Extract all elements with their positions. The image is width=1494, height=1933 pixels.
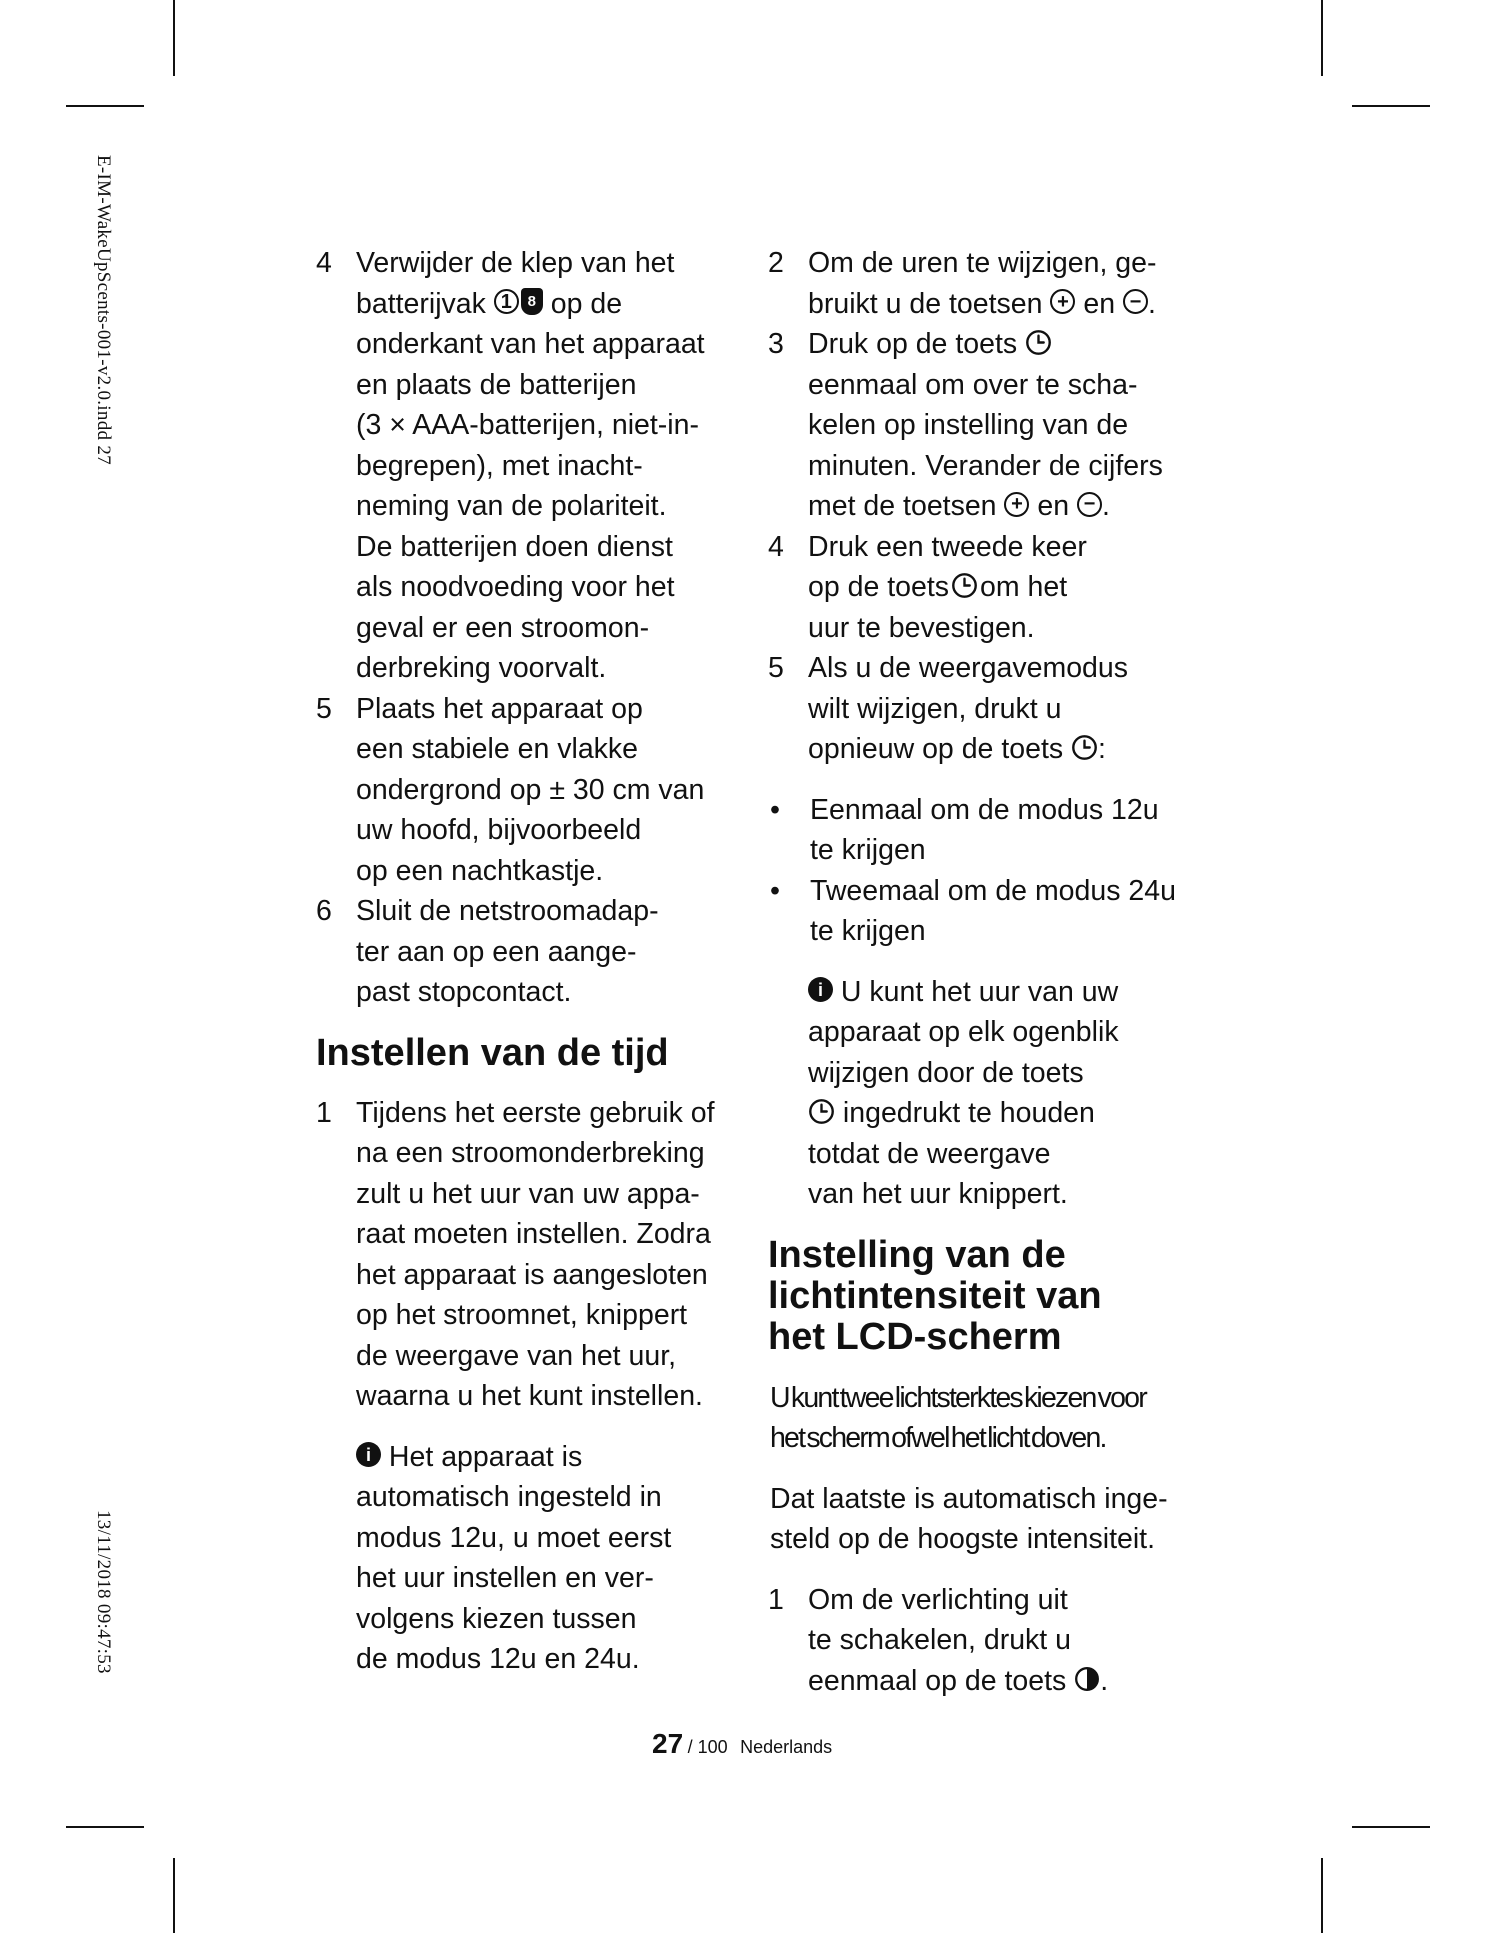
text-line: het apparaat is aangesloten [356,1258,708,1291]
text-line: Eenmaal om de modus 12u [810,793,1159,826]
text-segment: ingedrukt te houden [842,1097,1095,1129]
bullet-mark: • [770,874,780,907]
text-line: op een nachtkastje. [356,854,604,887]
text-line: te krijgen [810,834,926,866]
text-line [808,284,1208,325]
callout-number-1-icon: 1 [494,289,519,314]
text-line [808,567,1208,608]
text-line: uw hoofd, bijvoorbeeld [356,814,642,846]
step-number: 1 [768,1583,784,1616]
text-line [808,729,1208,770]
text-line [356,284,736,325]
step-1-lights-off [768,1580,1208,1702]
clock-icon [1071,734,1098,761]
text-line: Plaats het apparaat op [356,692,643,725]
brightness-icon [1074,1666,1100,1692]
crop-mark-bottom-left-vertical [173,1858,175,1933]
step-number: 6 [316,895,332,927]
slug-timestamp: 13/11/2018 09:47:53 [93,1510,114,1674]
text-line: Om de uren te wijzigen, ge- [808,247,1157,279]
text-line: De batterijen doen dienst [356,530,673,563]
crop-mark-top-left-vertical [173,0,175,76]
crop-mark-top-right-horizontal [1352,105,1430,107]
step-number: 4 [768,530,784,563]
text-line: waarna u het kunt instellen. [356,1380,703,1412]
text-segment: op de toets [808,571,950,603]
text-line: Als u de weergavemodus [808,652,1129,684]
step-4-confirm [768,527,1208,649]
text-line: Om de verlichting uit [808,1583,1068,1616]
crop-mark-top-right-vertical [1321,0,1323,76]
crop-mark-bottom-right-vertical [1321,1858,1323,1933]
text-line: U kunt twee lichtsterktes kiezen voor [770,1381,1146,1414]
crop-mark-bottom-left-horizontal [66,1826,144,1828]
step-number: 4 [316,247,332,279]
heading-line: lichtintensiteit van [768,1274,1102,1317]
text-line: minuten. Verander de cijfers [808,449,1163,482]
text-line [808,1661,1208,1702]
text-line: wilt wijzigen, drukt u [808,692,1062,725]
info-note-12u-mode [316,1437,736,1680]
text-segment: met de toetsen [808,490,997,522]
step-number: 1 [316,1096,332,1129]
step-1-first-use [316,1093,736,1417]
text-segment: eenmaal op de toets [808,1664,1067,1697]
text-line: Druk een tweede keer [808,530,1087,563]
text-line: apparaat op elk ogenblik [808,1016,1119,1048]
text-line: te krijgen [810,915,926,947]
text-segment: Het apparaat is [388,1440,583,1473]
clock-icon [808,1098,835,1125]
step-number: 3 [768,328,784,360]
text-line: het scherm ofwel het licht doven. [770,1422,1106,1454]
step-5-display-mode [768,648,1208,770]
text-segment: op de [550,287,623,320]
clock-icon [951,572,978,599]
crop-mark-top-left-horizontal [66,105,144,107]
crop-mark-bottom-right-horizontal [1352,1826,1430,1828]
text-line: te schakelen, drukt u [808,1624,1071,1656]
step-number: 5 [316,692,332,725]
text-line: volgens kiezen tussen [356,1602,637,1635]
plus-button-icon: + [1050,289,1075,314]
minus-button-icon: − [1077,492,1102,517]
bullet-list [768,790,1208,952]
step-6-adapter [316,891,736,1013]
text-line: zult u het uur van uw appa- [356,1177,700,1210]
text-line: de modus 12u en 24u. [356,1643,640,1675]
heading-line: het LCD-scherm [768,1315,1062,1358]
text-line: na een stroomonderbreking [356,1137,705,1169]
text-line: begrepen), met inacht- [356,449,643,482]
paragraph-brightness-options [770,1378,1208,1459]
text-line: en plaats de batterijen [356,368,637,401]
text-line: van het uur knippert. [808,1178,1068,1210]
text-segment: batterijvak [356,287,486,320]
step-3-minutes [768,324,1208,527]
text-line: totdat de weergave [808,1137,1051,1170]
text-line: modus 12u, u moet eerst [356,1521,672,1554]
text-line: op het stroomnet, knippert [356,1299,688,1331]
text-line: ondergrond op ± 30 cm van [356,773,705,806]
text-line: kelen op instelling van de [808,409,1129,441]
list-item [768,871,1208,952]
step-number: 5 [768,652,784,684]
text-line: ter aan op een aange- [356,935,637,968]
text-segment: . [1100,1664,1109,1697]
text-line: eenmaal om over te scha- [808,368,1138,401]
text-segment: Druk op de toets [808,328,1018,360]
text-line: raat moeten instellen. Zodra [356,1218,711,1250]
text-line: Tweemaal om de modus 24u [810,874,1176,907]
text-line: Tijdens het eerste gebruik of [356,1096,715,1129]
list-item [768,790,1208,871]
step-5-placement [316,689,736,892]
plus-button-icon: + [1004,492,1029,517]
text-line: als noodvoeding voor het [356,571,675,603]
text-line: geval er een stroomon- [356,611,650,644]
text-line: onderkant van het apparaat [356,328,705,360]
text-line: (3 × AAA-batterijen, niet-in- [356,409,699,441]
page-number: 27 [652,1728,684,1759]
text-line: de weergave van het uur, [356,1339,677,1372]
clock-icon [1025,329,1052,356]
text-segment: . [1147,287,1156,320]
text-line: steld op de hoogste intensiteit. [770,1523,1156,1555]
text-line: Dat laatste is automatisch inge- [770,1482,1168,1515]
text-line: past stopcontact. [356,976,572,1008]
text-segment: opnieuw op de toets [808,733,1064,765]
text-line: Verwijder de klep van het [356,247,675,279]
left-column [316,243,736,1680]
info-icon: i [356,1442,381,1467]
section-heading-time: Instellen van de tijd [316,1031,669,1074]
step-4-battery [316,243,736,689]
minus-button-icon: − [1123,289,1148,314]
page-total: / 100 [687,1737,728,1757]
page-footer [652,1728,832,1760]
page-language: Nederlands [740,1737,833,1757]
paragraph-default-intensity [770,1479,1208,1560]
text-line [808,486,1208,527]
text-segment: en [1083,287,1116,320]
text-line: uur te bevestigen. [808,611,1035,644]
heading-line: Instelling van de [768,1233,1066,1276]
text-segment: bruikt u de toetsen [808,287,1043,320]
text-line [356,1437,736,1478]
right-column [768,243,1208,1701]
text-line: derbreking voorvalt. [356,652,607,684]
text-line: neming van de polariteit. [356,490,667,522]
text-line: automatisch ingesteld in [356,1481,662,1513]
text-line [808,972,1208,1013]
bullet-mark: • [770,793,780,826]
text-segment: U kunt het uur van uw [840,975,1119,1008]
text-segment: : [1098,733,1106,765]
section-heading-lcd-intensity [768,1235,1208,1358]
info-icon: i [808,977,833,1002]
step-2-hours [768,243,1208,324]
text-line: wijzigen door de toets [808,1056,1084,1089]
callout-number-8-icon: 8 [521,288,543,315]
text-line: het uur instellen en ver- [356,1562,654,1594]
info-note-change-time [768,972,1208,1215]
text-segment: . [1102,490,1110,522]
text-line [808,324,1208,365]
text-line: Sluit de netstroomadap- [356,895,659,927]
text-segment: om het [980,571,1068,603]
slug-file-name: E-IM-WakeUpScents-001-v2.0.indd 27 [93,155,114,465]
step-number: 2 [768,247,784,279]
text-line [808,1093,1208,1134]
text-segment: en [1037,490,1070,522]
text-line: een stabiele en vlakke [356,733,639,765]
